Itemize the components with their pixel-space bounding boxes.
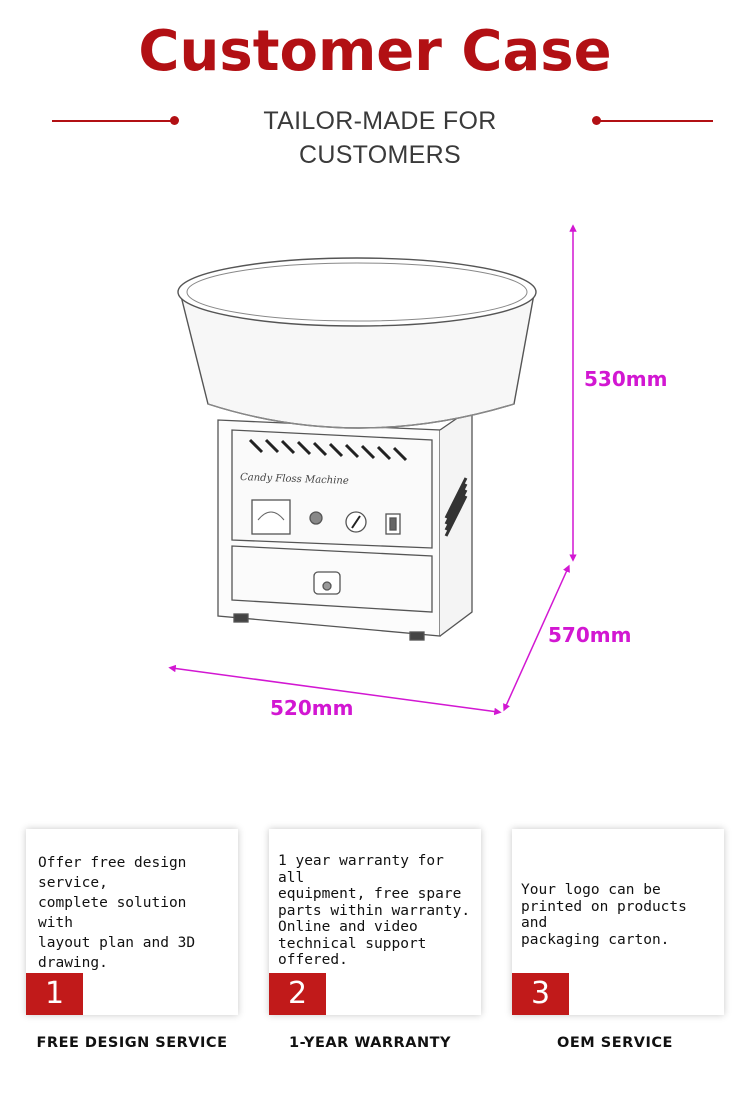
feature-number-badge: 2: [269, 973, 326, 1015]
width-dimension-label: 520mm: [270, 696, 354, 720]
cabinet: [218, 408, 472, 640]
feature-label-warranty: 1-YEAR WARRANTY: [289, 1035, 451, 1051]
right-divider: [598, 120, 713, 122]
height-dimension-label: 530mm: [584, 367, 668, 391]
machine-illustration: [0, 200, 750, 740]
depth-dimension-label: 570mm: [548, 623, 632, 647]
feature-card-design: [26, 829, 238, 1015]
feature-card-warranty: [269, 829, 481, 1015]
page-title: Customer Case: [138, 19, 612, 84]
feature-label-oem: OEM SERVICE: [557, 1035, 673, 1051]
feature-card-text: 1 year warranty for all equipment, free spare parts within warranty. Online and video technical support offered.: [278, 853, 471, 968]
floss-bowl: [178, 258, 536, 428]
feature-number-badge: 3: [512, 973, 569, 1015]
left-divider: [52, 120, 172, 122]
left-dot: [170, 116, 179, 125]
feature-card-text: Offer free design service, complete solution with layout plan and 3D drawing.: [38, 855, 196, 971]
subtitle-row: [0, 104, 750, 169]
page-subtitle: TAILOR-MADE FOR CUSTOMERS: [263, 107, 497, 169]
feature-label-design: FREE DESIGN SERVICE: [36, 1035, 228, 1051]
feature-card-text: Your logo can be printed on products and packaging carton.: [521, 882, 687, 948]
feature-number-badge: 1: [26, 973, 83, 1015]
feature-card-oem: [512, 829, 724, 1015]
panel-brand-text: Candy Floss Machine: [239, 472, 349, 487]
